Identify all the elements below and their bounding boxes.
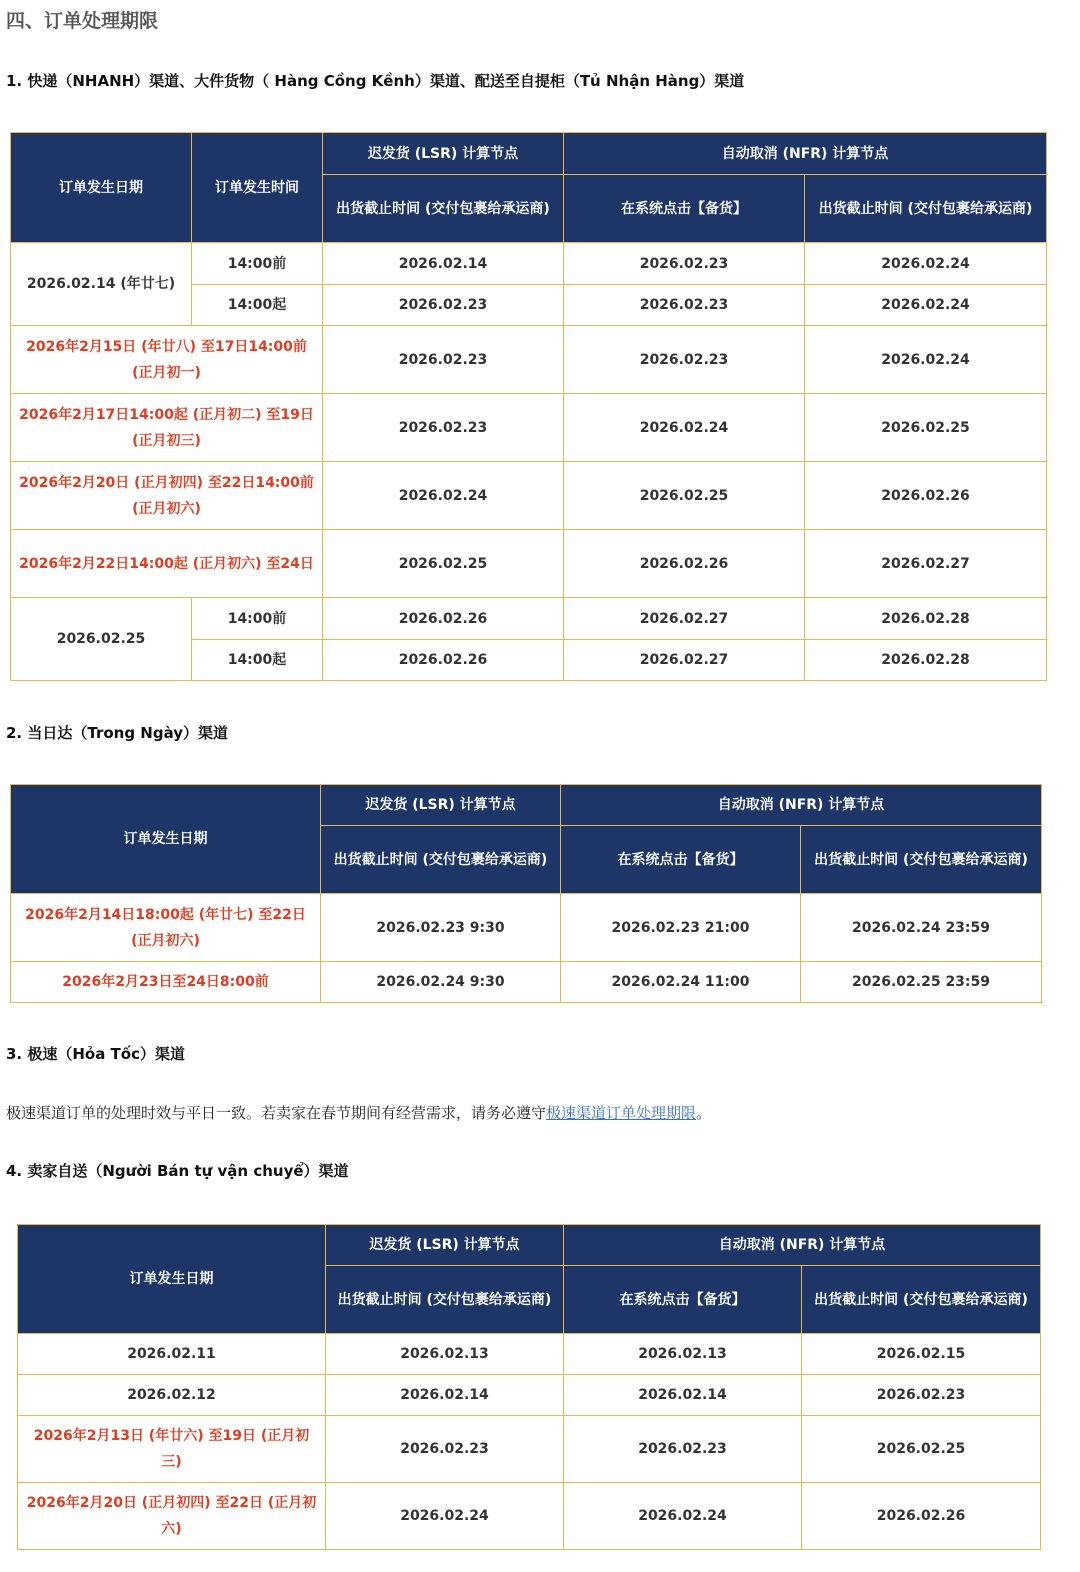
section3-note (6, 1102, 711, 1123)
value-cell: 2026.02.15 (802, 1334, 1041, 1375)
section4-heading: 4. 卖家自送（Người Bán tự vận chuyể）渠道 (6, 1162, 349, 1180)
header-nfr: 自动取消 (NFR) 计算节点 (561, 785, 1042, 826)
table-row (11, 962, 1042, 1003)
header-ship-cutoff: 出货截止时间 (交付包裹给承运商) (323, 175, 564, 243)
header-date: 订单发生日期 (18, 1225, 326, 1334)
table-row (11, 894, 1042, 962)
time-cell: 14:00起 (192, 640, 323, 681)
value-cell: 2026.02.25 23:59 (801, 962, 1042, 1003)
value-cell: 2026.02.27 (564, 640, 805, 681)
header-ship-cutoff-2: 出货截止时间 (交付包裹给承运商) (801, 826, 1042, 894)
value-cell: 2026.02.26 (802, 1483, 1041, 1550)
value-cell: 2026.02.26 (805, 462, 1047, 530)
date-cell: 2026年2月20日 (正月初四) 至22日14:00前 (正月初六) (11, 462, 323, 530)
value-cell: 2026.02.14 (326, 1375, 564, 1416)
value-cell: 2026.02.24 (564, 1483, 802, 1550)
value-cell: 2026.02.28 (805, 598, 1047, 640)
time-cell: 14:00前 (192, 598, 323, 640)
date-cell: 2026年2月20日 (正月初四) 至22日 (正月初六) (18, 1483, 326, 1550)
value-cell: 2026.02.24 (326, 1483, 564, 1550)
section1-table (10, 132, 1047, 681)
value-cell: 2026.02.23 9:30 (321, 894, 561, 962)
section1-heading: 1. 快递（NHANH）渠道、大件货物（ Hàng Cồng Kềnh）渠道、配送至自提柜（Tủ Nhận Hàng）渠道 (6, 72, 745, 90)
date-cell: 2026年2月15日 (年廿八) 至17日14:00前 (正月初一) (11, 326, 323, 394)
section3-text: 极速渠道订单的处理时效与平日一致。若卖家在春节期间有经营需求，请务必遵守 (6, 1104, 547, 1122)
page-title: 四、订单处理期限 (6, 10, 159, 32)
value-cell: 2026.02.25 (802, 1416, 1041, 1483)
value-cell: 2026.02.23 21:00 (561, 894, 801, 962)
express-deadline-link[interactable]: 极速渠道订单处理期限 (546, 1104, 697, 1122)
date-cell: 2026年2月23日至24日8:00前 (11, 962, 321, 1003)
value-cell: 2026.02.24 11:00 (561, 962, 801, 1003)
value-cell: 2026.02.24 (805, 243, 1047, 285)
table-row (11, 462, 1047, 530)
time-cell: 14:00前 (192, 243, 323, 285)
value-cell: 2026.02.23 (323, 285, 564, 326)
date-cell: 2026.02.11 (18, 1334, 326, 1375)
value-cell: 2026.02.23 (564, 243, 805, 285)
value-cell: 2026.02.23 (802, 1375, 1041, 1416)
header-system-click: 在系统点击【备货】 (564, 175, 805, 243)
value-cell: 2026.02.27 (805, 530, 1047, 598)
table-row (18, 1334, 1041, 1375)
value-cell: 2026.02.23 (564, 326, 805, 394)
value-cell: 2026.02.26 (323, 640, 564, 681)
table-row (18, 1375, 1041, 1416)
header-lsr: 迟发货 (LSR) 计算节点 (321, 785, 561, 826)
header-ship-cutoff-2: 出货截止时间 (交付包裹给承运商) (805, 175, 1047, 243)
value-cell: 2026.02.14 (323, 243, 564, 285)
header-nfr: 自动取消 (NFR) 计算节点 (564, 1225, 1041, 1266)
table-row (11, 530, 1047, 598)
value-cell: 2026.02.24 23:59 (801, 894, 1042, 962)
header-system-click: 在系统点击【备货】 (564, 1266, 802, 1334)
table-row (18, 1483, 1041, 1550)
value-cell: 2026.02.25 (323, 530, 564, 598)
header-lsr: 迟发货 (LSR) 计算节点 (326, 1225, 564, 1266)
table-row (11, 598, 1047, 640)
value-cell: 2026.02.13 (326, 1334, 564, 1375)
date-cell: 2026.02.12 (18, 1375, 326, 1416)
value-cell: 2026.02.24 (564, 394, 805, 462)
value-cell: 2026.02.23 (323, 326, 564, 394)
header-lsr: 迟发货 (LSR) 计算节点 (323, 133, 564, 175)
value-cell: 2026.02.24 (805, 326, 1047, 394)
section2-heading: 2. 当日达（Trong Ngày）渠道 (6, 724, 229, 742)
header-time: 订单发生时间 (192, 133, 323, 243)
time-cell: 14:00起 (192, 285, 323, 326)
section3-end: 。 (696, 1104, 712, 1122)
date-cell: 2026年2月14日18:00起 (年廿七) 至22日 (正月初六) (11, 894, 321, 962)
header-date: 订单发生日期 (11, 133, 192, 243)
section3-heading: 3. 极速（Hỏa Tốc）渠道 (6, 1045, 185, 1063)
value-cell: 2026.02.24 (805, 285, 1047, 326)
header-ship-cutoff: 出货截止时间 (交付包裹给承运商) (321, 826, 561, 894)
header-system-click: 在系统点击【备货】 (561, 826, 801, 894)
value-cell: 2026.02.26 (323, 598, 564, 640)
value-cell: 2026.02.26 (564, 530, 805, 598)
value-cell: 2026.02.14 (564, 1375, 802, 1416)
table-row (11, 394, 1047, 462)
table-row (18, 1416, 1041, 1483)
date-cell: 2026.02.14 (年廿七) (11, 243, 192, 326)
value-cell: 2026.02.24 (323, 462, 564, 530)
table-row (11, 326, 1047, 394)
date-cell: 2026年2月22日14:00起 (正月初六) 至24日 (11, 530, 323, 598)
header-date: 订单发生日期 (11, 785, 321, 894)
date-cell: 2026年2月13日 (年廿六) 至19日 (正月初三) (18, 1416, 326, 1483)
value-cell: 2026.02.23 (326, 1416, 564, 1483)
value-cell: 2026.02.25 (564, 462, 805, 530)
value-cell: 2026.02.13 (564, 1334, 802, 1375)
value-cell: 2026.02.23 (323, 394, 564, 462)
value-cell: 2026.02.27 (564, 598, 805, 640)
value-cell: 2026.02.28 (805, 640, 1047, 681)
value-cell: 2026.02.23 (564, 285, 805, 326)
section4-table (17, 1224, 1041, 1550)
table-row (11, 243, 1047, 285)
header-ship-cutoff: 出货截止时间 (交付包裹给承运商) (326, 1266, 564, 1334)
header-nfr: 自动取消 (NFR) 计算节点 (564, 133, 1047, 175)
value-cell: 2026.02.25 (805, 394, 1047, 462)
value-cell: 2026.02.24 9:30 (321, 962, 561, 1003)
section2-table (10, 784, 1042, 1003)
date-cell: 2026.02.25 (11, 598, 192, 681)
date-cell: 2026年2月17日14:00起 (正月初二) 至19日 (正月初三) (11, 394, 323, 462)
header-ship-cutoff-2: 出货截止时间 (交付包裹给承运商) (802, 1266, 1041, 1334)
value-cell: 2026.02.23 (564, 1416, 802, 1483)
